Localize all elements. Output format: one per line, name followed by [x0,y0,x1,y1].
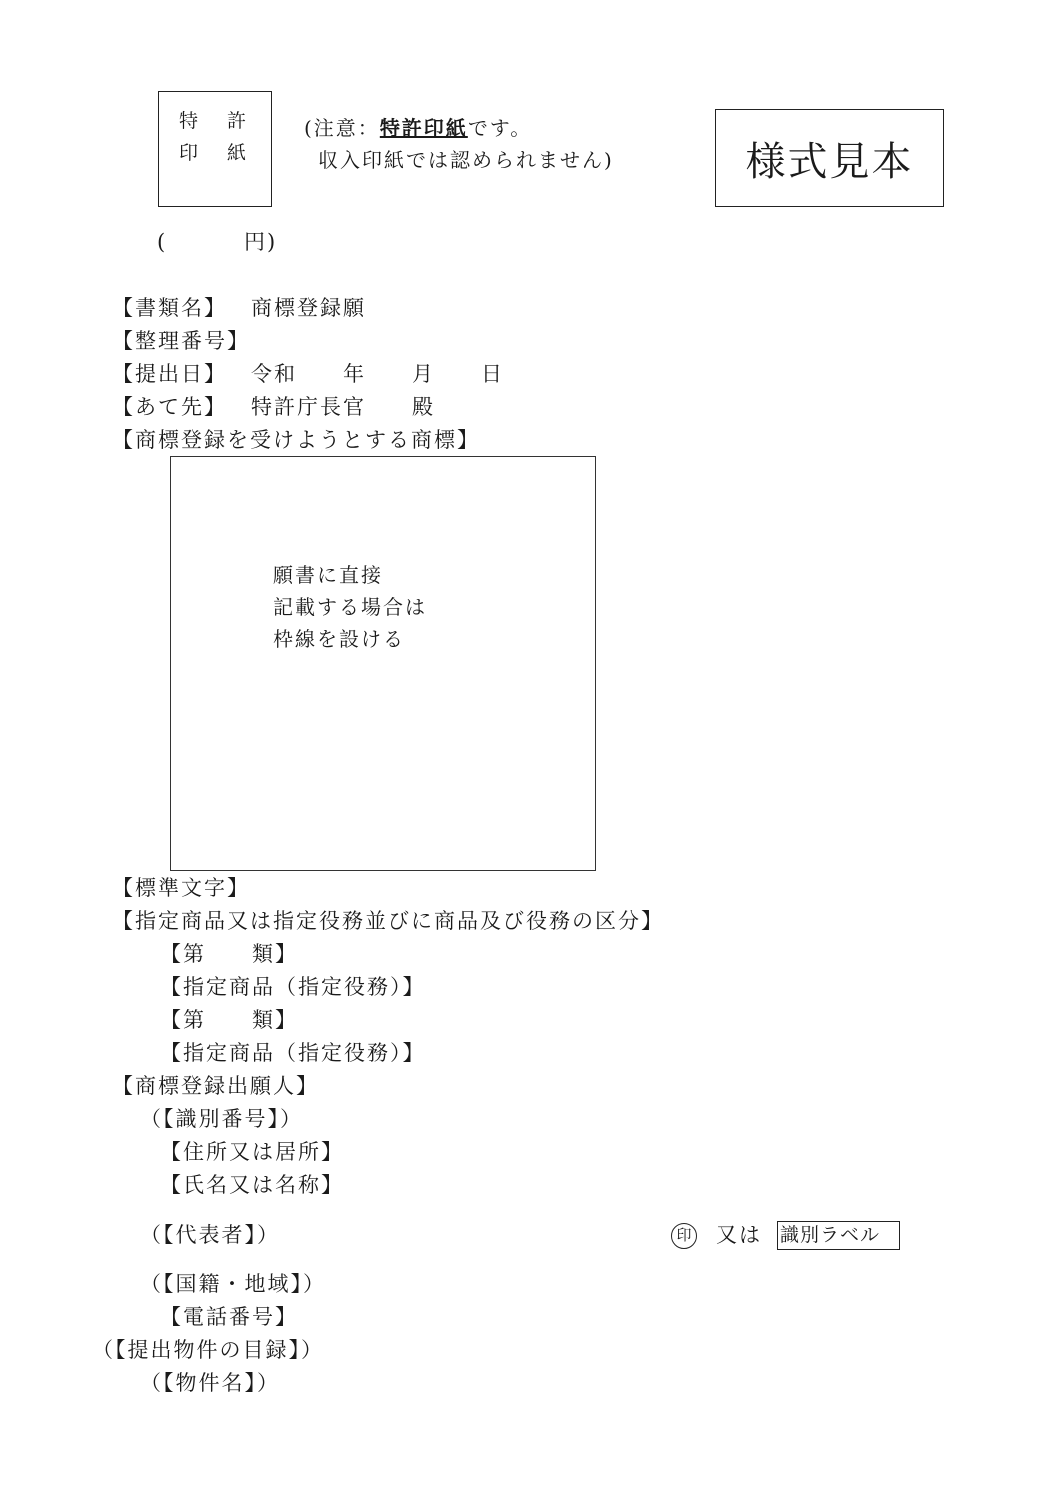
designated-goods-field: 【指定商品（指定役務）】 [160,975,426,999]
trademark-drawing-box [170,456,596,871]
phone-field: 【電話番号】 [160,1305,298,1329]
notice-suffix: です。 [467,116,533,140]
class-field: 【第 類】 [160,942,298,966]
sample-form-title: 様式見本 [745,138,914,185]
id-number-field: （【識別番号】） [140,1107,303,1131]
trademark-box-line: 記載する場合は [273,595,427,619]
stamp-char: 印 [179,142,200,164]
field-filing-date [112,360,504,388]
class-field: 【第 類】 [160,1008,298,1032]
field-reference-number [112,327,250,355]
notice-emphasis: 特許印紙 [379,116,468,140]
stamp-char: 許 [227,110,248,132]
item-name-field: （【物件名】） [140,1371,280,1395]
field-value: 令和 年 月 日 [251,362,504,386]
or-text: 又は [716,1223,762,1247]
stamp-char: 紙 [227,142,248,164]
address-field: 【住所又は居所】 [160,1140,344,1164]
field-label: 【整理番号】 [112,329,250,353]
amount-unit: 円) [244,230,278,254]
patent-stamp-box [158,91,272,207]
representative-field: （【代表者】） [140,1223,280,1247]
trademark-box-line: 枠線を設ける [273,627,405,651]
field-label: 【あて先】 [112,395,227,419]
trademark-box-line: 願書に直接 [273,563,383,587]
applicant-heading: 【商標登録出願人】 [112,1074,319,1098]
seal-icon: 印 [671,1223,697,1249]
field-value: 特許庁長官 殿 [251,395,435,419]
field-label: 【書類名】 [112,296,227,320]
sample-form-box [715,109,944,207]
id-label-box: 識別ラベル [777,1221,900,1250]
field-label: 【提出日】 [112,362,227,386]
standard-characters: 【標準文字】 [112,876,250,900]
designated-goods-heading: 【指定商品又は指定役務並びに商品及び役務の区分】 [112,909,664,933]
stamp-notice-line2: 収入印紙では認められません) [318,148,614,172]
stamp-char: 特 [179,110,200,132]
amount-open-paren: ( [157,230,168,254]
field-document-name [112,294,366,322]
notice-prefix: (注意： [304,116,380,140]
name-field: 【氏名又は名称】 [160,1173,344,1197]
stamp-notice-line1 [304,112,532,141]
nationality-field: （【国籍・地域】） [140,1272,326,1296]
field-addressee [112,393,435,421]
submission-list-field: （【提出物件の目録】） [92,1338,324,1362]
field-value: 商標登録願 [251,296,366,320]
trademark-heading: 【商標登録を受けようとする商標】 [112,428,480,452]
designated-goods-field: 【指定商品（指定役務）】 [160,1041,426,1065]
